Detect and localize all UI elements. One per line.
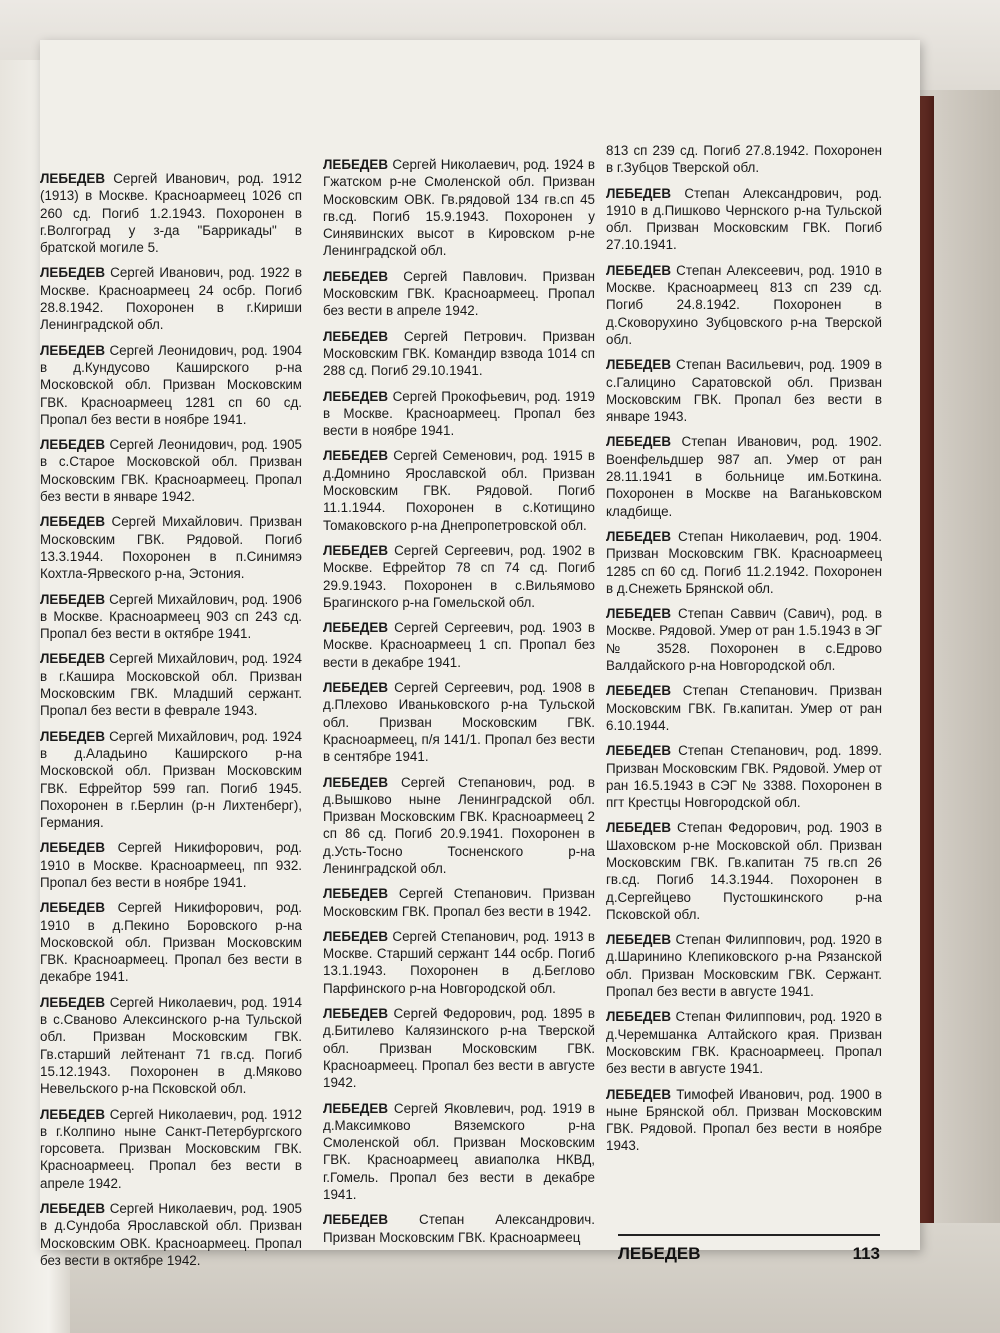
text-column-1	[40, 170, 302, 1277]
entry	[40, 650, 302, 719]
entry	[606, 682, 882, 734]
entry	[323, 774, 595, 878]
entry-surname: ЛЕБЕДЕВ	[606, 683, 672, 699]
entry-text: Степан Федорович, род. 1903 в Шаховском р-не Московской обл. Призван Московским ГВК. Гв.капитан 75 гв.сп 26 гв.сд. Погиб 14.3.1944. Похоронен в д.Сергейцево Пустошкинского р-на Псковской обл.	[606, 820, 882, 922]
entry-surname: ЛЕБЕДЕВ	[323, 268, 389, 284]
entry-surname: ЛЕБЕДЕВ	[606, 528, 672, 544]
entry-text: Сергей Леонидович, род. 1904 в д.Кундусово Каширского р-на Московской обл. Призван Московским ГВК. Красноармеец 1281 сп 60 сд. Пропал без вести в ноябре 1941.	[40, 342, 302, 427]
entry-text: Сергей Степанович, род. в д.Вышково ныне Ленинградской обл. Призван Московским ГВК. Красноармеец 2 сп 86 сд. Погиб 20.9.1941. Похоронен в д.Усть-Тосно Тосненского р-на Ленинградской обл.	[323, 774, 595, 876]
entry-text: Сергей Петрович. Призван Московским ГВК. Командир взвода 1014 сп 288 сд. Погиб 29.10.1941.	[323, 328, 595, 379]
entry	[40, 436, 302, 505]
entry-surname: ЛЕБЕДЕВ	[40, 514, 106, 530]
entry	[323, 619, 595, 671]
entry	[606, 1008, 882, 1077]
entry-text: Степан Алексеевич, род. 1910 в Москве. Красноармеец 813 сп 239 сд. Погиб 24.8.1942. Похоронен в д.Сковорухино Зубцовского р-на Тверской обл.	[606, 262, 882, 347]
entry	[323, 328, 595, 380]
entry	[40, 728, 302, 832]
entry	[40, 1200, 302, 1269]
entry-text: Сергей Семенович, род. 1915 в д.Домнино Ярославской обл. Призван Московским ГВК. Рядовой. Погиб 11.1.1944. Похоронен в с.Котищино Томаковского р-на Днепропетровской обл.	[323, 448, 595, 533]
entry	[323, 388, 595, 440]
entry-text: Сергей Степанович, род. 1913 в Москве. Старший сержант 144 осбр. Погиб 13.1.1943. Похоронен в д.Беглово Парфинского р-на Новгородской обл.	[323, 928, 595, 996]
entry	[323, 1211, 595, 1246]
entry-text: Сергей Леонидович, род. 1905 в с.Старое Московской обл. Призван Московским ГВК. Красноармеец. Пропал без вести в январе 1942.	[40, 437, 302, 505]
entry-surname: ЛЕБЕДЕВ	[323, 448, 389, 464]
entry-surname: ЛЕБЕДЕВ	[323, 1006, 389, 1022]
entry-text: Сергей Николаевич, род. 1924 в Гжатском р-не Смоленской обл. Призван Московским ОВК. Гв.рядовой 134 гв.сп 45 гв.сд. Погиб 15.9.1943. Похоронен у Синявинских высот в Кировском р-не Ленинградской обл.	[323, 157, 595, 259]
entry-surname: ЛЕБЕДЕВ	[40, 651, 106, 667]
entry-surname: ЛЕБЕДЕВ	[323, 542, 389, 558]
entry-text: Сергей Никифорович, род. 1910 в д.Пекино Боровского р-на Московской обл. Призван Московским ГВК. Красноармеец. Пропал без вести в декабре 1941.	[40, 900, 302, 985]
entry-text: Сергей Иванович, род. 1922 в Москве. Красноармеец 24 осбр. Погиб 28.8.1942. Похоронен в г.Кириши Ленинградской обл.	[40, 265, 302, 333]
entry-surname: ЛЕБЕДЕВ	[606, 357, 672, 373]
entry	[40, 1106, 302, 1192]
entry	[323, 885, 595, 920]
entry-text: Тимофей Иванович, род. 1900 в ныне Брянской обл. Призван Московским ГВК. Рядовой. Пропал без вести в ноябре 1943.	[606, 1086, 882, 1154]
entry-surname: ЛЕБЕДЕВ	[40, 591, 106, 607]
entry-surname: ЛЕБЕДЕВ	[323, 157, 389, 172]
entry	[323, 679, 595, 765]
entry-text: Сергей Николаевич, род. 1914 в с.Сваново Алексинского р-на Тульской обл. Призван Московским ГВК. Гв.старший лейтенант 71 гв.сд. Погиб 15.12.1943. Похоронен в д.Мяково Невельского р-на Псковской обл.	[40, 994, 302, 1097]
entry	[40, 899, 302, 985]
entry-text: Сергей Федорович, род. 1895 в д.Битилево Калязинского р-на Тверской обл. Призван Московским ГВК. Красноармеец. Пропал без вести в августе 1942.	[323, 1006, 595, 1091]
entry-text: Сергей Михайлович, род. 1924 в г.Кашира Московской обл. Призван Московским ГВК. Младший сержант. Пропал без вести в феврале 1943.	[40, 651, 302, 719]
entry-text: Сергей Сергеевич, род. 1903 в Москве. Красноармеец 1 сп. Пропал без вести в декабре 1941.	[323, 620, 595, 670]
entry	[40, 170, 302, 256]
entry	[40, 994, 302, 1098]
entry-surname: ЛЕБЕДЕВ	[606, 932, 672, 948]
entry	[606, 605, 882, 674]
entry-text: Сергей Михайлович. Призван Московским ГВК. Рядовой. Погиб 13.3.1944. Похоронен в п.Синимяэ Кохтла-Ярвеского р-на, Эстония.	[40, 514, 302, 582]
entry-surname: ЛЕБЕДЕВ	[40, 994, 106, 1010]
entry-surname: ЛЕБЕДЕВ	[40, 728, 106, 744]
entry	[606, 1086, 882, 1155]
entry	[606, 356, 882, 425]
entry-surname: ЛЕБЕДЕВ	[323, 328, 389, 344]
entry	[40, 264, 302, 333]
entry-text: Сергей Павлович. Призван Московским ГВК. Красноармеец. Пропал без вести в апреле 1942.	[323, 268, 595, 319]
running-head: ЛЕБЕДЕВ	[618, 1244, 701, 1263]
entry-surname: ЛЕБЕДЕВ	[323, 928, 389, 944]
entry	[606, 819, 882, 923]
entry-text: Сергей Степанович. Призван Московским ГВК. Пропал без вести в 1942.	[323, 886, 595, 919]
entry-text: Степан Александрович, род. 1910 в д.Пишково Чернского р-на Тульской обл. Призван Московским ГВК. Погиб 27.10.1941.	[606, 185, 882, 253]
entry-surname: ЛЕБЕДЕВ	[40, 342, 106, 358]
entry-surname: ЛЕБЕДЕВ	[323, 680, 389, 696]
entry-text: 813 сп 239 сд. Погиб 27.8.1942. Похоронен в г.Зубцов Тверской обл.	[606, 143, 882, 176]
entry	[40, 839, 302, 891]
entry-text: Сергей Михайлович, род. 1906 в Москве. Красноармеец 903 сп 243 сд. Пропал без вести в октябре 1941.	[40, 591, 302, 642]
entry-text: Степан Филиппович, род. 1920 в д.Шаринино Клепиковского р-на Рязанской обл. Призван Московским ГВК. Сержант. Пропал без вести в августе 1941.	[606, 932, 882, 1000]
entry-surname: ЛЕБЕДЕВ	[606, 820, 672, 836]
page-number: 113	[852, 1244, 880, 1263]
text-column-3	[606, 142, 882, 1163]
entry	[606, 433, 882, 519]
entry	[323, 447, 595, 533]
entry	[40, 513, 302, 582]
page-footer	[618, 1234, 880, 1264]
entry	[40, 591, 302, 643]
entry	[606, 931, 882, 1000]
entry-surname: ЛЕБЕДЕВ	[40, 171, 106, 186]
entry-text: Сергей Николаевич, род. 1905 в д.Сундоба Ярославской обл. Призван Московским ОВК. Красноармеец. Пропал без вести в октябре 1942.	[40, 1201, 302, 1268]
entry-surname: ЛЕБЕДЕВ	[606, 1086, 672, 1102]
entry-text: Сергей Николаевич, род. 1912 в г.Колпино ныне Санкт-Петербургского горсовета. Призван Московским ГВК. Красноармеец. Пропал без вести в апреле 1942.	[40, 1106, 302, 1191]
entry	[323, 1100, 595, 1204]
entry-text: Степан Николаевич, род. 1904. Призван Московским ГВК. Красноармеец 1285 сп 60 сд. Погиб 11.2.1942. Похоронен в д.Снежеть Брянской обл.	[606, 528, 882, 596]
entry-surname: ЛЕБЕДЕВ	[40, 437, 106, 453]
entry-surname: ЛЕБЕДЕВ	[323, 1212, 389, 1228]
entry-text: Степан Васильевич, род. 1909 в с.Галицино Саратовской обл. Призван Московским ГВК. Пропал без вести в январе 1943.	[606, 357, 882, 425]
entry-text: Сергей Сергеевич, род. 1902 в Москве. Ефрейтор 78 сп 74 сд. Погиб 29.9.1943. Похоронен в с.Вильямово Брагинского р-на Гомельской обл.	[323, 542, 595, 610]
entry	[323, 928, 595, 997]
entry-text: Степан Степанович. Призван Московским ГВК. Гв.капитан. Умер от ран 6.10.1944.	[606, 683, 882, 733]
entry-surname: ЛЕБЕДЕВ	[40, 1201, 106, 1217]
book-page	[40, 40, 920, 1268]
entry	[606, 262, 882, 348]
entry-surname: ЛЕБЕДЕВ	[323, 774, 389, 790]
entry	[606, 528, 882, 597]
entry-surname: ЛЕБЕДЕВ	[323, 1100, 389, 1116]
entry	[323, 542, 595, 611]
entry	[323, 1005, 595, 1091]
entry-text: Сергей Михайлович, род. 1924 в д.Аладьино Каширского р-на Московской обл. Призван Московским ГВК. Ефрейтор 599 гап. Погиб 1945. Похоронен в г.Берлин (р-н Лихтенберг), Германия.	[40, 728, 302, 831]
entry-surname: ЛЕБЕДЕВ	[40, 900, 106, 916]
entry	[323, 268, 595, 320]
entry-surname: ЛЕБЕДЕВ	[40, 1106, 106, 1122]
entry-surname: ЛЕБЕДЕВ	[40, 265, 106, 281]
entry-text: Степан Филиппович, род. 1920 в д.Черемшанка Алтайского края. Призван Московским ГВК. Красноармеец. Пропал без вести в августе 1941.	[606, 1009, 882, 1077]
entry-text: Сергей Яковлевич, род. 1919 в д.Максимково Вяземского р-на Смоленской обл. Призван Московским ГВК. Красноармеец авиаполка НКВД, г.Гомель. Пропал без вести в декабре 1941.	[323, 1100, 595, 1203]
entry-surname: ЛЕБЕДЕВ	[606, 262, 672, 278]
entry	[606, 142, 882, 177]
entry-text: Сергей Прокофьевич, род. 1919 в Москве. Красноармеец. Пропал без вести в ноябре 1941.	[323, 388, 595, 439]
entry-text: Сергей Сергеевич, род. 1908 в д.Плехово Иваньковского р-на Тульской обл. Призван Московским ГВК. Красноармеец, п/я 141/1. Пропал без вести в сентябре 1941.	[323, 680, 595, 765]
text-column-2	[323, 156, 595, 1254]
entry-text: Степан Иванович, род. 1902. Военфельдшер 987 ап. Умер от ран 28.11.1941 в больнице им.Боткина. Похоронен в Москве на Ваганьковском кладбище.	[606, 434, 882, 519]
entry-surname: ЛЕБЕДЕВ	[323, 886, 389, 902]
entry-surname: ЛЕБЕДЕВ	[606, 743, 672, 759]
entry-text: Степан Саввич (Савич), род. в Москве. Рядовой. Умер от ран 1.5.1943 в ЭГ № 3528. Похоронен в с.Едрово Валдайского р-на Новгородской обл.	[606, 606, 882, 674]
entry-text: Сергей Иванович, род. 1912 (1913) в Москве. Красноармеец 1026 сп 260 сд. Погиб 1.2.1943. Похоронен в г.Волгоград у з-да "Баррикады" в братской могиле 5.	[40, 171, 302, 256]
entry	[606, 742, 882, 811]
entry-text: Сергей Никифорович, род. 1910 в Москве. Красноармеец, пп 932. Пропал без вести в ноябре 1941.	[40, 840, 302, 890]
entry-surname: ЛЕБЕДЕВ	[606, 606, 672, 622]
entry	[40, 342, 302, 428]
entry-surname: ЛЕБЕДЕВ	[40, 840, 106, 856]
entry-surname: ЛЕБЕДЕВ	[323, 620, 389, 636]
entry-text: Степан Александрович. Призван Московским ГВК. Красноармеец	[323, 1212, 595, 1245]
entry	[323, 156, 595, 260]
entry-surname: ЛЕБЕДЕВ	[323, 388, 389, 404]
entry-surname: ЛЕБЕДЕВ	[606, 434, 672, 450]
entry-text: Степан Степанович, род. 1899. Призван Московским ГВК. Рядовой. Умер от ран 16.5.1943 в СЭГ № 3388. Похоронен в пгт Крестцы Новгородской обл.	[606, 743, 882, 811]
entry	[606, 185, 882, 254]
entry-surname: ЛЕБЕДЕВ	[606, 185, 672, 201]
entry-surname: ЛЕБЕДЕВ	[606, 1009, 672, 1025]
